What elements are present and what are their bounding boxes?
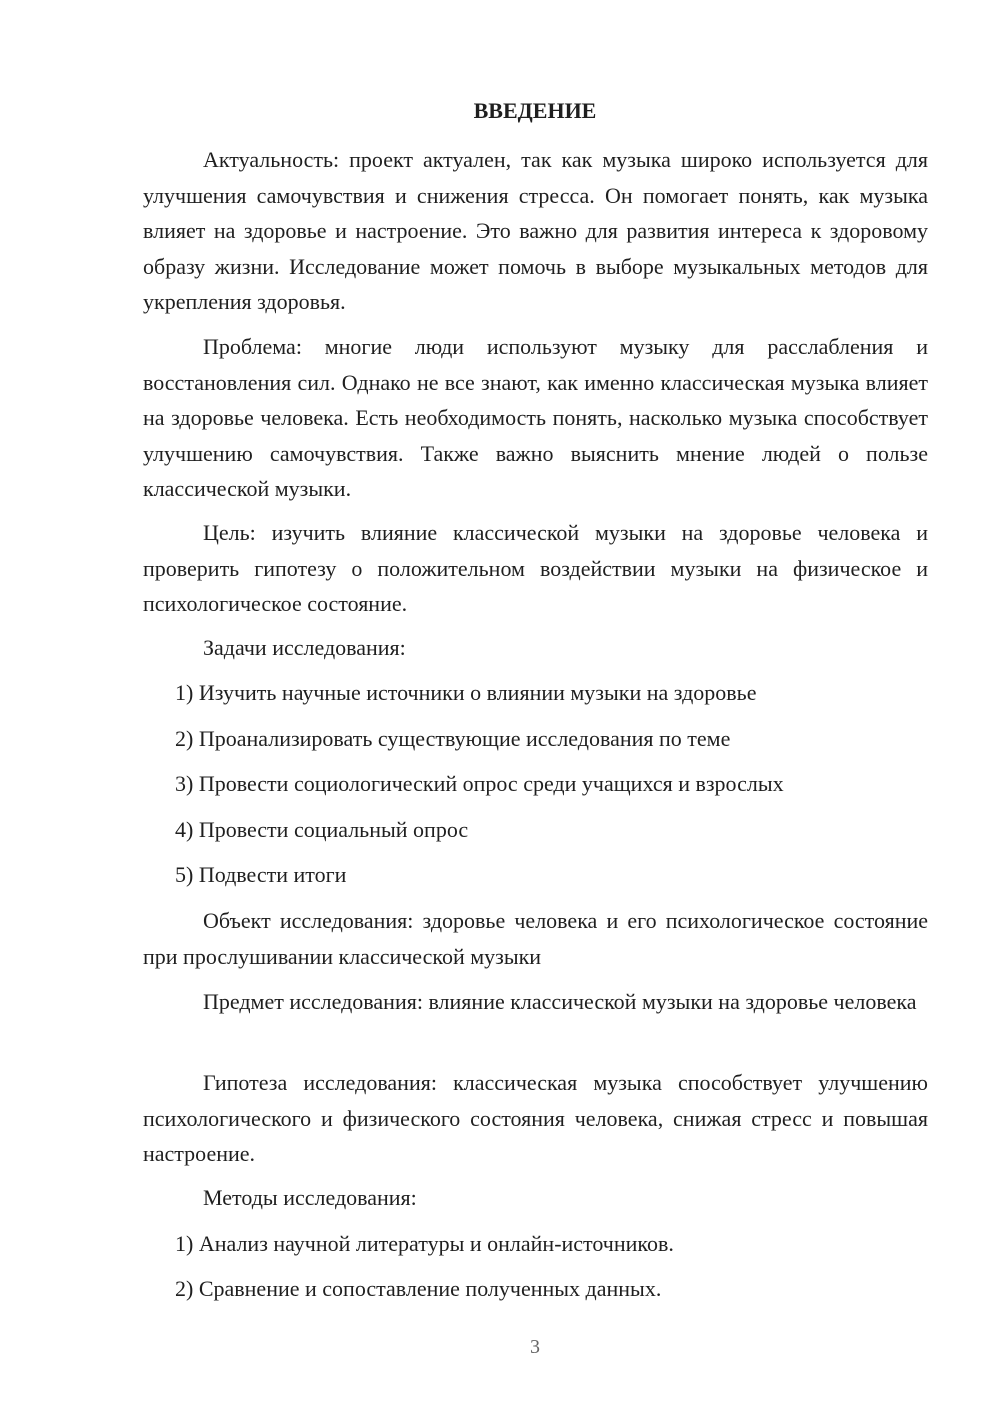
method-item: 2) Сравнение и сопоставление полученных данных. — [175, 1276, 662, 1301]
page-title: ВВЕДЕНИЕ — [473, 98, 597, 123]
task-item: 1) Изучить научные источники о влиянии музыки на здоровье — [175, 680, 757, 705]
object-paragraph: Объект исследования: здоровье человека и его психологическое состояние при прослушивании классической музыки — [143, 908, 928, 969]
relevance-paragraph: Актуальность: проект актуален, так как музыка широко используется для улучшения самочувствия и снижения стресса. Он помогает понять, как музыка влияет на здоровье и настроение. Это важно для развития интереса к здоровому образу жизни. Исследование может помочь в выборе музыкальных методов для укрепления здоровья. — [143, 147, 928, 314]
method-item: 1) Анализ научной литературы и онлайн-источников. — [175, 1231, 674, 1256]
subject-paragraph: Предмет исследования: влияние классической музыки на здоровье человека — [203, 989, 917, 1014]
hypothesis-paragraph: Гипотеза исследования: классическая музыка способствует улучшению психологического и физического состояния человека, снижая стресс и повышая настроение. — [143, 1070, 928, 1166]
task-item: 2) Проанализировать существующие исследования по теме — [175, 726, 731, 751]
tasks-heading: Задачи исследования: — [203, 635, 406, 660]
page-number: 3 — [530, 1336, 540, 1358]
goal-paragraph: Цель: изучить влияние классической музыки на здоровье человека и проверить гипотезу о положительном воздействии музыки на физическое и психологическое состояние. — [143, 520, 928, 616]
problem-paragraph: Проблема: многие люди используют музыку для расслабления и восстановления сил. Однако не все знают, как именно классическая музыка влияет на здоровье человека. Есть необходимость понять, насколько музыка способствует улучшению самочувствия. Также важно выяснить мнение людей о пользе классической музыки. — [143, 334, 928, 501]
methods-heading: Методы исследования: — [203, 1185, 417, 1210]
task-item: 3) Провести социологический опрос среди учащихся и взрослых — [175, 771, 784, 796]
task-item: 4) Провести социальный опрос — [175, 817, 469, 842]
task-item: 5) Подвести итоги — [175, 862, 347, 887]
